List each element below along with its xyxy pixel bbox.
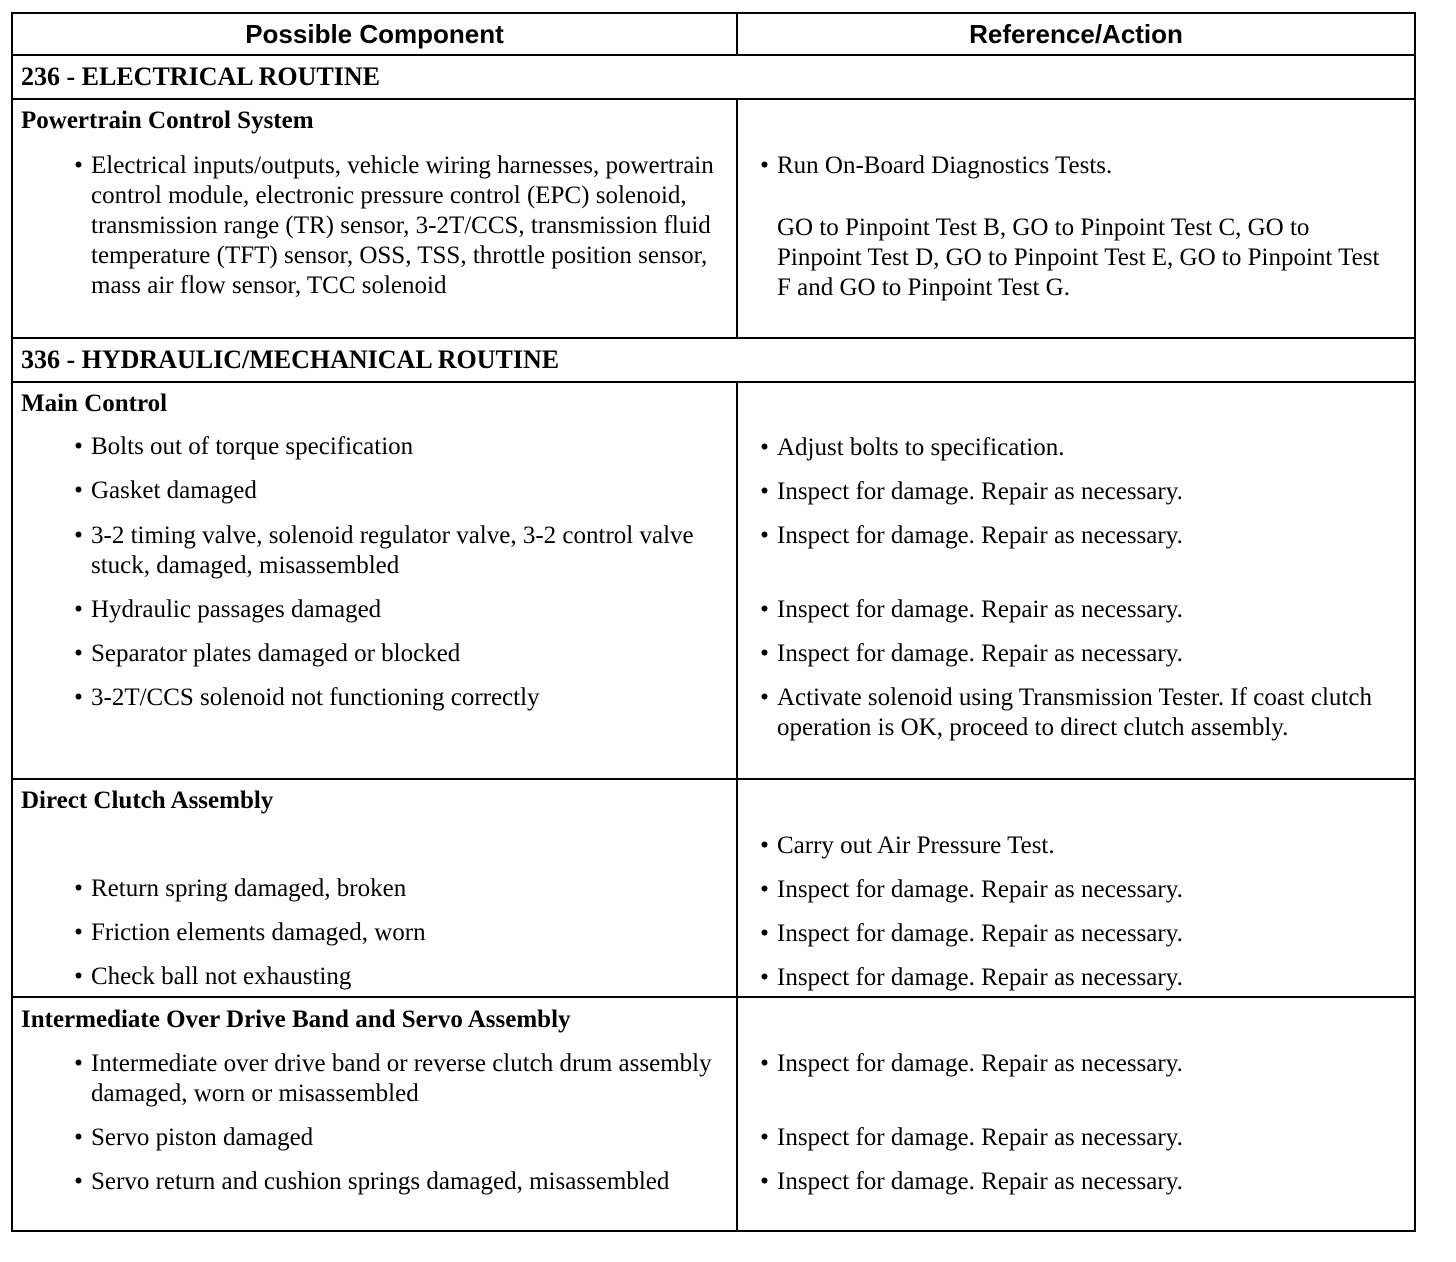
- action-text: Inspect for damage. Repair as necessary.: [777, 920, 1183, 947]
- component-text: Separator plates damaged or blocked: [91, 640, 461, 667]
- action-note-pinpoint-tests: GO to Pinpoint Test B, GO to Pinpoint Test C, GO to Pinpoint Test D, GO to Pinpoint Test E, GO to Pinpoint Test F and GO to Pinpoint Test G.: [777, 214, 1380, 301]
- action-item: [752, 1167, 1402, 1197]
- component-text: Check ball not exhausting: [91, 963, 352, 990]
- bullet-icon: •: [760, 1050, 769, 1077]
- bullet-icon: •: [74, 875, 83, 902]
- bullet-icon: •: [74, 1168, 83, 1195]
- component-item: [66, 683, 726, 713]
- component-text: Return spring damaged, broken: [91, 875, 407, 902]
- action-item: [752, 1123, 1402, 1153]
- section-title-electrical-routine: 236 - ELECTRICAL ROUTINE: [21, 62, 381, 91]
- bullet-icon: •: [760, 478, 769, 505]
- component-item: [66, 432, 726, 462]
- action-text: Adjust bolts to specification.: [777, 434, 1065, 461]
- bullet-icon: •: [74, 522, 83, 549]
- component-text: Servo return and cushion springs damaged, misassembled: [91, 1168, 670, 1195]
- row-divider: [11, 381, 1416, 383]
- component-item: [66, 1167, 726, 1197]
- action-item: [752, 1049, 1402, 1079]
- action-text: Inspect for damage. Repair as necessary.: [777, 1124, 1183, 1151]
- column-divider: [736, 382, 738, 1232]
- component-text: Friction elements damaged, worn: [91, 919, 426, 946]
- bullet-icon: •: [74, 1050, 83, 1077]
- action-text: Run On-Board Diagnostics Tests.: [777, 152, 1113, 179]
- component-item: [66, 918, 726, 948]
- bullet-icon: •: [760, 684, 769, 711]
- bullet-icon: •: [74, 596, 83, 623]
- action-item: [752, 919, 1402, 949]
- component-text: Gasket damaged: [91, 477, 257, 504]
- action-item: [752, 963, 1402, 993]
- column-header-reference-action: Reference/Action: [969, 19, 1183, 49]
- component-text: Servo piston damaged: [91, 1124, 314, 1151]
- column-header-possible-component: Possible Component: [245, 19, 504, 49]
- group-title-main-control: Main Control: [21, 390, 168, 417]
- bullet-icon: •: [74, 684, 83, 711]
- section-title-hydraulic-mechanical-routine: 336 - HYDRAULIC/MECHANICAL ROUTINE: [21, 345, 560, 374]
- action-text: Inspect for damage. Repair as necessary.: [777, 478, 1183, 505]
- group-title-direct-clutch-assembly: Direct Clutch Assembly: [21, 787, 274, 814]
- action-text: Activate solenoid using Transmission Tester. If coast clutch operation is OK, proceed to direct clutch assembly.: [777, 684, 1372, 741]
- column-divider: [736, 99, 738, 339]
- bullet-icon: •: [760, 832, 769, 859]
- bullet-icon: •: [760, 964, 769, 991]
- action-text: Inspect for damage. Repair as necessary.: [777, 964, 1183, 991]
- action-text: Inspect for damage. Repair as necessary.: [777, 1050, 1183, 1077]
- row-divider: [11, 54, 1416, 56]
- action-item: [752, 151, 1402, 181]
- action-item: [752, 521, 1402, 551]
- group-title-intermediate-over-drive-band: Intermediate Over Drive Band and Servo Assembly: [21, 1006, 571, 1033]
- bullet-icon: •: [760, 596, 769, 623]
- component-item: [66, 151, 726, 301]
- bullet-icon: •: [760, 1168, 769, 1195]
- action-text: Inspect for damage. Repair as necessary.: [777, 596, 1183, 623]
- bullet-icon: •: [760, 640, 769, 667]
- component-item: [66, 962, 726, 992]
- bullet-icon: •: [760, 152, 769, 179]
- action-item: [752, 477, 1402, 507]
- row-divider: [11, 996, 1416, 998]
- component-item: [66, 595, 726, 625]
- bullet-icon: •: [74, 433, 83, 460]
- action-item: [752, 831, 1402, 861]
- bullet-icon: •: [760, 876, 769, 903]
- group-title-powertrain-control-system: Powertrain Control System: [21, 107, 314, 134]
- bullet-icon: •: [74, 640, 83, 667]
- action-item: [752, 433, 1402, 463]
- component-item: [66, 476, 726, 506]
- row-divider: [11, 337, 1416, 339]
- bullet-icon: •: [74, 477, 83, 504]
- component-item: [66, 639, 726, 669]
- component-text: 3-2 timing valve, solenoid regulator valve, 3-2 control valve stuck, damaged, misassembled: [91, 522, 694, 579]
- row-divider: [11, 98, 1416, 100]
- action-text: Inspect for damage. Repair as necessary.: [777, 876, 1183, 903]
- action-item: [752, 639, 1402, 669]
- component-item: [66, 1049, 726, 1109]
- action-text: Inspect for damage. Repair as necessary.: [777, 1168, 1183, 1195]
- action-text: Inspect for damage. Repair as necessary.: [777, 640, 1183, 667]
- action-item: [752, 595, 1402, 625]
- bullet-icon: •: [74, 152, 83, 179]
- component-item: [66, 874, 726, 904]
- action-text: Inspect for damage. Repair as necessary.: [777, 522, 1183, 549]
- bullet-icon: •: [760, 1124, 769, 1151]
- bullet-icon: •: [74, 1124, 83, 1151]
- bullet-icon: •: [760, 920, 769, 947]
- bullet-icon: •: [760, 522, 769, 549]
- bullet-icon: •: [74, 963, 83, 990]
- component-item: [66, 1123, 726, 1153]
- action-item: [752, 875, 1402, 905]
- row-divider: [11, 778, 1416, 780]
- component-text: 3-2T/CCS solenoid not functioning correctly: [91, 684, 540, 711]
- action-text: Carry out Air Pressure Test.: [777, 832, 1055, 859]
- component-text: Electrical inputs/outputs, vehicle wiring harnesses, powertrain control module, electronic pressure control (EPC) solenoid, transmission range (TR) sensor, 3-2T/CCS, transmission fluid temperature (TFT) sensor, OSS, TSS, throttle position sensor, mass air flow sensor, TCC solenoid: [91, 152, 714, 299]
- component-text: Hydraulic passages damaged: [91, 596, 382, 623]
- action-item: [752, 683, 1402, 743]
- component-item: [66, 521, 726, 581]
- component-text: Intermediate over drive band or reverse clutch drum assembly damaged, worn or misassembled: [91, 1050, 712, 1107]
- bullet-icon: •: [74, 919, 83, 946]
- component-text: Bolts out of torque specification: [91, 433, 414, 460]
- bullet-icon: •: [760, 434, 769, 461]
